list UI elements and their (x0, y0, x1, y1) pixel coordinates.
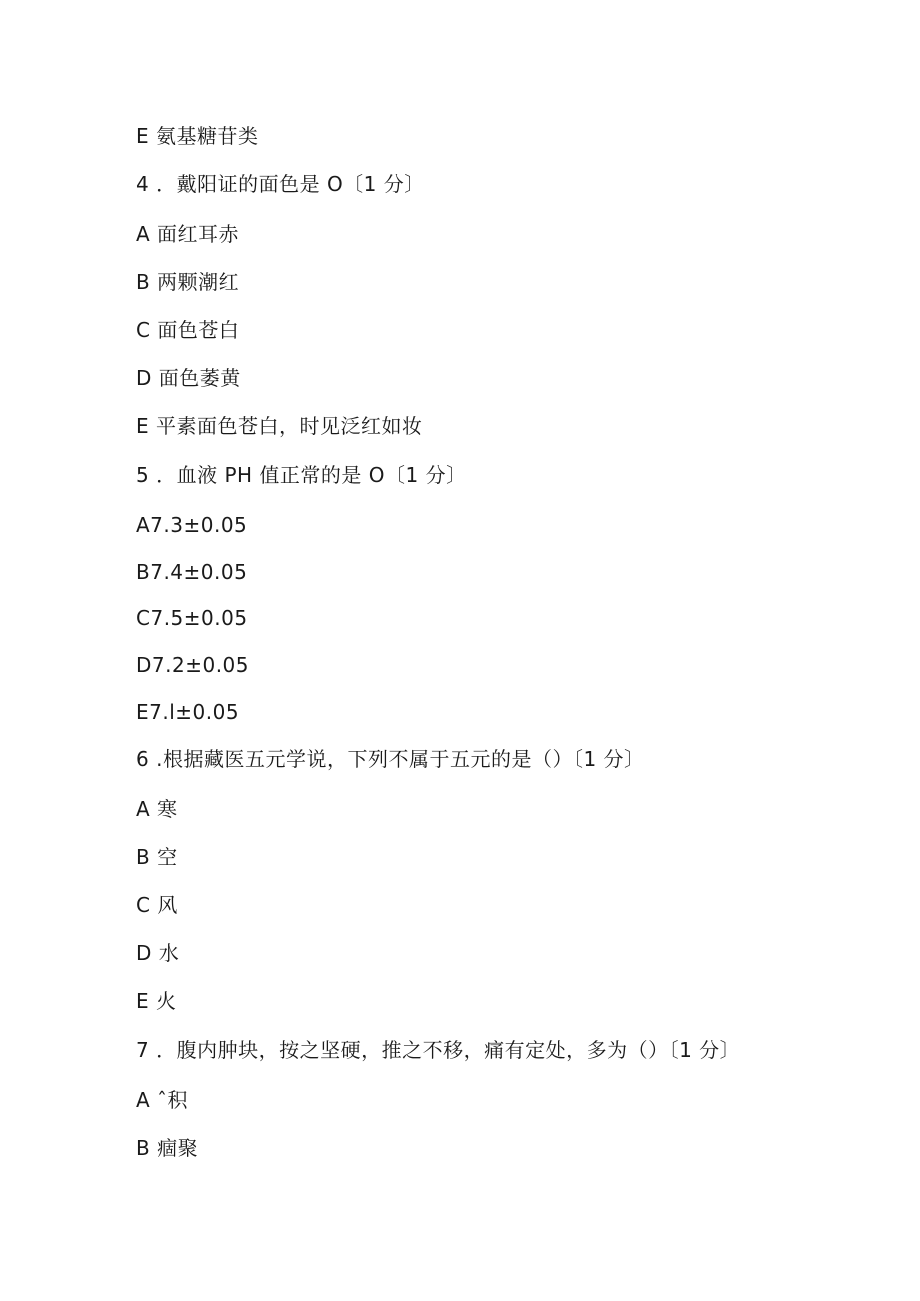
q7-question: 7 ．腹内肿块，按之坚硬，推之不移，痛有定处，多为（）〔1 分〕 (136, 1038, 741, 1062)
q5-option-c: C7.5±0.05 (136, 606, 248, 630)
q4-option-c: C 面色苍白 (136, 318, 240, 342)
q5-question: 5 ．血液 PH 值正常的是 O〔1 分〕 (136, 463, 467, 487)
q3-option-e: E 氨基糖苷类 (136, 124, 259, 148)
q4-option-b: B 两颗潮红 (136, 270, 240, 294)
q4-option-d: D 面色萎黄 (136, 366, 241, 390)
q6-option-c: C 风 (136, 893, 178, 917)
q7-option-a: A ˆ积 (136, 1088, 189, 1112)
q4-option-a: A 面红耳赤 (136, 222, 240, 246)
q5-option-d: D7.2±0.05 (136, 653, 249, 677)
q4-option-e: E 平素面色苍白，时见泛红如妆 (136, 414, 423, 438)
q6-question: 6 .根据藏医五元学说，下列不属于五元的是（）〔1 分〕 (136, 747, 645, 771)
q5-option-b: B7.4±0.05 (136, 560, 248, 584)
q6-option-b: B 空 (136, 845, 178, 869)
q5-option-a: A7.3±0.05 (136, 513, 248, 537)
q7-option-b: B 痼聚 (136, 1136, 199, 1160)
q5-option-e: E7.l±0.05 (136, 700, 240, 724)
q6-option-d: D 水 (136, 941, 180, 965)
q6-option-e: E 火 (136, 989, 177, 1013)
q6-option-a: A 寒 (136, 797, 178, 821)
q4-question: 4 ．戴阳证的面色是 O〔1 分〕 (136, 172, 425, 196)
